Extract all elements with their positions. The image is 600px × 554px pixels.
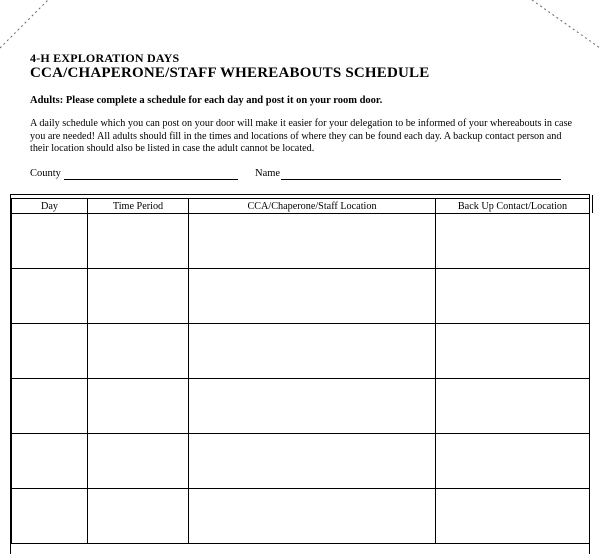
time-period-cell[interactable] — [88, 269, 189, 324]
day-cell[interactable] — [12, 489, 88, 544]
table-row — [12, 269, 590, 324]
time-period-cell[interactable] — [88, 489, 189, 544]
county-field[interactable] — [64, 179, 238, 180]
form-title: CCA/CHAPERONE/STAFF WHEREABOUTS SCHEDULE — [30, 65, 430, 81]
table-row — [12, 324, 590, 379]
backup-contact-cell[interactable] — [436, 434, 590, 489]
time-period-cell[interactable] — [88, 324, 189, 379]
location-cell[interactable] — [189, 269, 436, 324]
adults-instruction: Adults: Please complete a schedule for each day and post it on your room door. — [30, 95, 383, 106]
corner-dashed-line-left — [0, 0, 60, 50]
table-row — [12, 489, 590, 544]
table-row — [12, 379, 590, 434]
location-cell[interactable] — [189, 489, 436, 544]
event-title: 4-H EXPLORATION DAYS — [30, 51, 180, 65]
county-name-row — [30, 168, 590, 182]
day-cell[interactable] — [12, 434, 88, 489]
backup-contact-cell[interactable] — [436, 489, 590, 544]
name-field[interactable] — [281, 179, 561, 180]
time-period-cell[interactable] — [88, 214, 189, 269]
corner-dashed-line-right — [530, 0, 600, 50]
col-header-time-period: Time Period — [88, 199, 189, 214]
table-row — [12, 214, 590, 269]
backup-contact-cell[interactable] — [436, 324, 590, 379]
name-label: Name — [255, 168, 281, 179]
time-period-cell[interactable] — [88, 379, 189, 434]
col-header-day: Day — [12, 199, 88, 214]
col-header-backup-contact: Back Up Contact/Location — [436, 199, 590, 214]
day-cell[interactable] — [12, 269, 88, 324]
time-period-cell[interactable] — [88, 434, 189, 489]
day-cell[interactable] — [12, 379, 88, 434]
location-cell[interactable] — [189, 379, 436, 434]
backup-contact-cell[interactable] — [436, 379, 590, 434]
county-label: County — [30, 168, 61, 179]
instruction-paragraph: A daily schedule which you can post on your door will make it easier for your delegation to be informed of your whereabouts in case you are needed! All adults should fill in the times and locations of where they can be found each day. A backup contact person and their location should also be listed in case the adult cannot be located. — [30, 118, 573, 154]
whereabouts-table — [11, 198, 590, 544]
table-header-row — [12, 199, 590, 214]
location-cell[interactable] — [189, 434, 436, 489]
table-row — [12, 434, 590, 489]
location-cell[interactable] — [189, 214, 436, 269]
backup-contact-cell[interactable] — [436, 269, 590, 324]
col-header-location: CCA/Chaperone/Staff Location — [189, 199, 436, 214]
day-cell[interactable] — [12, 214, 88, 269]
day-cell[interactable] — [12, 324, 88, 379]
backup-contact-cell[interactable] — [436, 214, 590, 269]
location-cell[interactable] — [189, 324, 436, 379]
